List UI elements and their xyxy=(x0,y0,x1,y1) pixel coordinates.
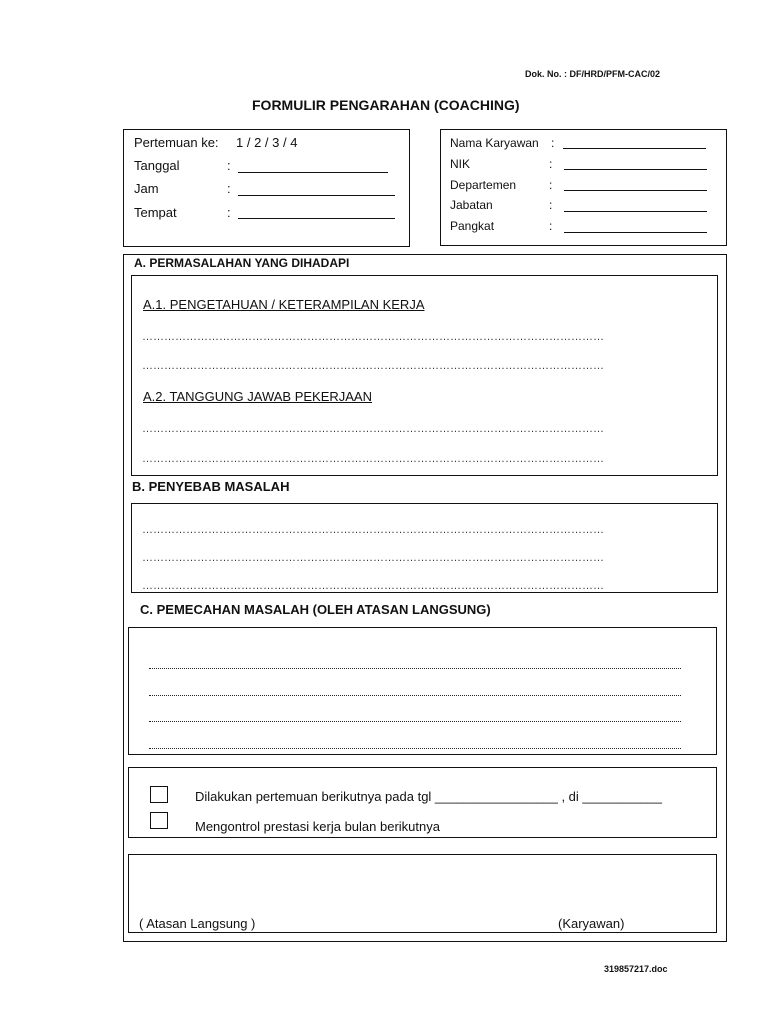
tanggal-label: Tanggal xyxy=(134,158,180,173)
next-meeting-checkbox[interactable] xyxy=(150,786,168,803)
departemen-label: Departemen xyxy=(450,178,517,192)
page-title: FORMULIR PENGARAHAN (COACHING) xyxy=(252,97,520,113)
tanggal-field[interactable] xyxy=(238,172,388,173)
nama-colon: : xyxy=(551,136,555,150)
nama-label: Nama Karyawan xyxy=(450,136,539,150)
c-line-1[interactable] xyxy=(149,668,681,669)
pangkat-field[interactable] xyxy=(564,232,707,233)
section-c-box xyxy=(128,627,717,755)
jam-label: Jam xyxy=(134,181,159,196)
c-line-2[interactable] xyxy=(149,695,681,696)
pangkat-colon: : xyxy=(549,219,553,233)
monitor-performance-text: Mengontrol prestasi kerja bulan berikutnya xyxy=(195,819,440,834)
jabatan-label: Jabatan xyxy=(450,198,493,212)
next-meeting-text: Dilakukan pertemuan berikutnya pada tgl _________________ , di ___________ xyxy=(195,789,662,804)
nik-label: NIK xyxy=(450,157,471,171)
doc-number: Dok. No. : DF/HRD/PFM-CAC/02 xyxy=(525,69,660,79)
monitor-performance-checkbox[interactable] xyxy=(150,812,168,829)
b-line-3[interactable]: ……………………………………………………………………………………………………………… xyxy=(142,580,604,592)
section-b-heading: B. PENYEBAB MASALAH xyxy=(132,479,290,494)
nama-field[interactable] xyxy=(563,148,706,149)
a2-heading: A.2. TANGGUNG JAWAB PEKERJAAN xyxy=(143,389,372,404)
nik-field[interactable] xyxy=(564,169,707,170)
pangkat-label: Pangkat xyxy=(450,219,495,233)
signature-karyawan: (Karyawan) xyxy=(558,916,625,931)
tempat-field[interactable] xyxy=(238,218,395,219)
pertemuan-label: Pertemuan ke: xyxy=(134,135,219,150)
jam-field[interactable] xyxy=(238,195,395,196)
jam-colon: : xyxy=(227,181,231,196)
nik-colon: : xyxy=(549,157,553,171)
signature-atasan: ( Atasan Langsung ) xyxy=(139,916,256,931)
a1-heading: A.1. PENGETAHUAN / KETERAMPILAN KERJA xyxy=(143,297,425,312)
tanggal-colon: : xyxy=(227,158,231,173)
tempat-colon: : xyxy=(227,205,231,220)
section-a-heading: A. PERMASALAHAN YANG DIHADAPI xyxy=(134,256,350,270)
a1-line-2[interactable]: ……………………………………………………………………………………………………………… xyxy=(142,360,604,372)
c-line-3[interactable] xyxy=(149,721,681,722)
a2-line-2[interactable]: ……………………………………………………………………………………………………………… xyxy=(142,453,604,465)
b-line-2[interactable]: ……………………………………………………………………………………………………………… xyxy=(142,552,604,564)
footer-filename: 319857217.doc xyxy=(604,964,668,974)
b-line-1[interactable]: ……………………………………………………………………………………………………………… xyxy=(142,524,604,536)
c-line-4[interactable] xyxy=(149,748,681,749)
departemen-colon: : xyxy=(549,178,553,192)
section-c-heading: C. PEMECAHAN MASALAH (OLEH ATASAN LANGSUNG) xyxy=(140,602,491,617)
a2-line-1[interactable]: ……………………………………………………………………………………………………………… xyxy=(142,423,604,435)
pertemuan-values[interactable]: 1 / 2 / 3 / 4 xyxy=(236,135,298,150)
departemen-field[interactable] xyxy=(564,190,707,191)
tempat-label: Tempat xyxy=(134,205,177,220)
jabatan-colon: : xyxy=(549,198,553,212)
a1-line-1[interactable]: ……………………………………………………………………………………………………………… xyxy=(142,331,604,343)
jabatan-field[interactable] xyxy=(564,211,707,212)
